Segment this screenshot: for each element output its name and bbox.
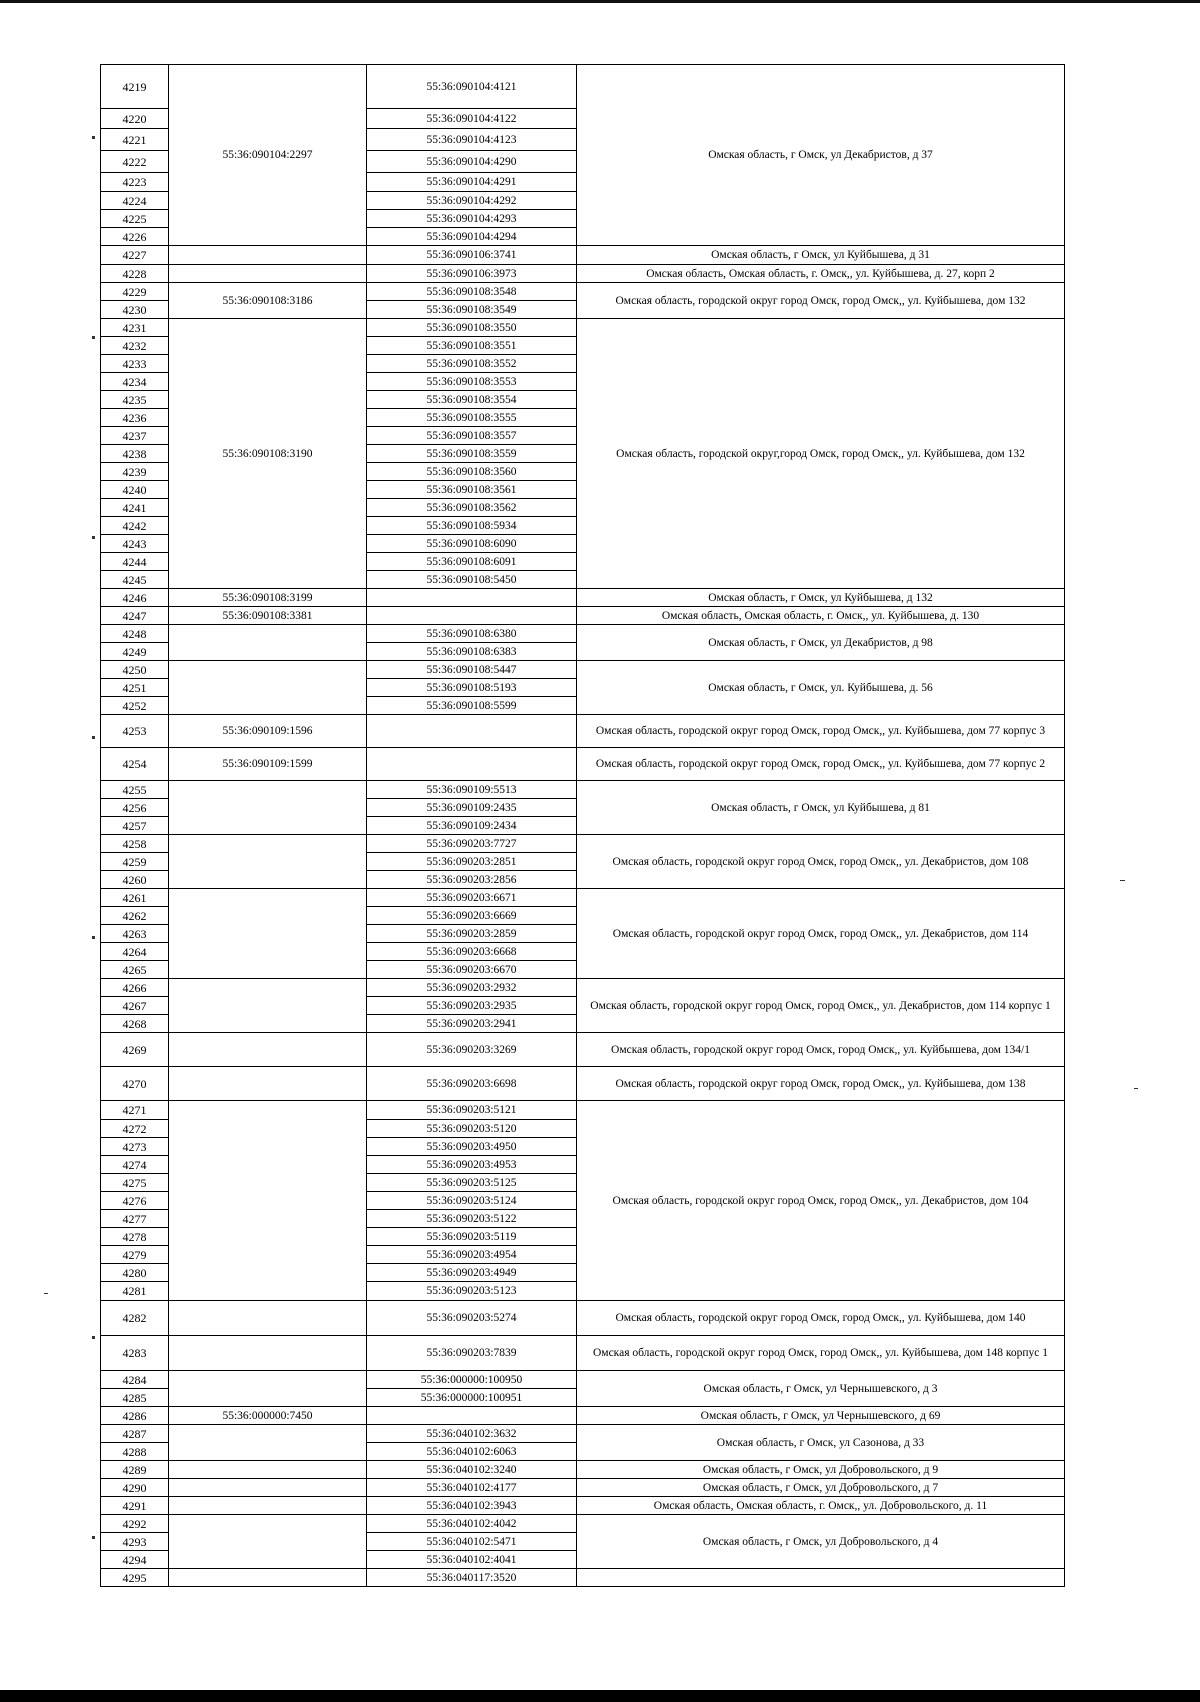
row-number-cell: 4257: [101, 817, 169, 835]
premises-cadastral-number-cell: 55:36:090203:4954: [367, 1246, 577, 1264]
table-row: [101, 1301, 1065, 1336]
address-cell: Омская область, г Омск, ул Чернышевского, д 3: [577, 1371, 1065, 1407]
premises-cadastral-number-cell: 55:36:090108:6383: [367, 643, 577, 661]
row-number-cell: 4256: [101, 799, 169, 817]
row-number-cell: 4230: [101, 301, 169, 319]
row-number-cell: 4220: [101, 109, 169, 129]
row-number-cell: 4249: [101, 643, 169, 661]
table-row: [101, 265, 1065, 283]
row-number-cell: 4274: [101, 1156, 169, 1174]
building-cadastral-number-cell: [169, 265, 367, 283]
row-number-cell: 4248: [101, 625, 169, 643]
building-cadastral-number-cell: 55:36:090108:3190: [169, 319, 367, 589]
table-row: [101, 1461, 1065, 1479]
premises-cadastral-number-cell: 55:36:090109:2434: [367, 817, 577, 835]
scan-mark: [92, 736, 95, 739]
scan-top-edge: [0, 0, 1200, 3]
address-cell: Омская область, г Омск, ул Декабристов, д 98: [577, 625, 1065, 661]
premises-cadastral-number-cell: 55:36:090203:4949: [367, 1264, 577, 1282]
scan-mark: [92, 1336, 95, 1339]
premises-cadastral-number-cell: 55:36:090108:3549: [367, 301, 577, 319]
address-cell: Омская область, г Омск, ул. Куйбышева, д. 56: [577, 661, 1065, 715]
row-number-cell: 4271: [101, 1101, 169, 1120]
row-number-cell: 4275: [101, 1174, 169, 1192]
row-number-cell: 4295: [101, 1569, 169, 1587]
address-cell: Омская область, городской округ,город Омск, город Омск,, ул. Куйбышева, дом 132: [577, 319, 1065, 589]
table-row: [101, 661, 1065, 679]
premises-cadastral-number-cell: 55:36:090104:4122: [367, 109, 577, 129]
row-number-cell: 4238: [101, 445, 169, 463]
row-number-cell: 4222: [101, 151, 169, 173]
address-cell: [577, 1569, 1065, 1587]
table-row: [101, 607, 1065, 625]
building-cadastral-number-cell: 55:36:000000:7450: [169, 1407, 367, 1425]
table-row: [101, 1479, 1065, 1497]
premises-cadastral-number-cell: 55:36:040102:3632: [367, 1425, 577, 1443]
row-number-cell: 4231: [101, 319, 169, 337]
row-number-cell: 4233: [101, 355, 169, 373]
row-number-cell: 4260: [101, 871, 169, 889]
scan-bottom-edge: [0, 1690, 1200, 1702]
address-cell: Омская область, г Омск, ул Добровольского, д 7: [577, 1479, 1065, 1497]
address-cell: Омская область, городской округ город Омск, город Омск,, ул. Куйбышева, дом 134/1: [577, 1033, 1065, 1067]
row-number-cell: 4228: [101, 265, 169, 283]
premises-cadastral-number-cell: 55:36:090108:6091: [367, 553, 577, 571]
premises-cadastral-number-cell: 55:36:090108:5450: [367, 571, 577, 589]
address-cell: Омская область, г Омск, ул Куйбышева, д 132: [577, 589, 1065, 607]
table-row: [101, 781, 1065, 799]
table-row: [101, 246, 1065, 265]
row-number-cell: 4286: [101, 1407, 169, 1425]
building-cadastral-number-cell: [169, 1033, 367, 1067]
row-number-cell: 4263: [101, 925, 169, 943]
address-cell: Омская область, городской округ город Омск, город Омск,, ул. Куйбышева, дом 132: [577, 283, 1065, 319]
table-row: [101, 715, 1065, 748]
row-number-cell: 4294: [101, 1551, 169, 1569]
address-cell: Омская область, городской округ город Омск, город Омск,, ул. Декабристов, дом 114 корпус 1: [577, 979, 1065, 1033]
row-number-cell: 4264: [101, 943, 169, 961]
premises-cadastral-number-cell: 55:36:000000:100950: [367, 1371, 577, 1389]
premises-cadastral-number-cell: 55:36:090108:3554: [367, 391, 577, 409]
row-number-cell: 4293: [101, 1533, 169, 1551]
address-cell: Омская область, Омская область, г. Омск,, ул. Куйбышева, д. 27, корп 2: [577, 265, 1065, 283]
building-cadastral-number-cell: 55:36:090104:2297: [169, 65, 367, 246]
premises-cadastral-number-cell: [367, 589, 577, 607]
row-number-cell: 4265: [101, 961, 169, 979]
row-number-cell: 4291: [101, 1497, 169, 1515]
row-number-cell: 4251: [101, 679, 169, 697]
building-cadastral-number-cell: [169, 781, 367, 835]
building-cadastral-number-cell: [169, 1425, 367, 1461]
premises-cadastral-number-cell: 55:36:090108:3559: [367, 445, 577, 463]
table-row: [101, 1336, 1065, 1371]
row-number-cell: 4289: [101, 1461, 169, 1479]
address-cell: Омская область, г Омск, ул Куйбышева, д 31: [577, 246, 1065, 265]
premises-cadastral-number-cell: 55:36:090108:3555: [367, 409, 577, 427]
building-cadastral-number-cell: [169, 661, 367, 715]
premises-cadastral-number-cell: 55:36:090106:3973: [367, 265, 577, 283]
premises-cadastral-number-cell: 55:36:090203:6668: [367, 943, 577, 961]
address-cell: Омская область, городской округ город Омск, город Омск,, ул. Куйбышева, дом 140: [577, 1301, 1065, 1336]
premises-cadastral-number-cell: 55:36:040102:5471: [367, 1533, 577, 1551]
premises-cadastral-number-cell: 55:36:040102:6063: [367, 1443, 577, 1461]
address-cell: Омская область, г Омск, ул Добровольского, д 4: [577, 1515, 1065, 1569]
premises-cadastral-number-cell: 55:36:090104:4292: [367, 192, 577, 210]
row-number-cell: 4292: [101, 1515, 169, 1533]
row-number-cell: 4244: [101, 553, 169, 571]
scan-mark: [92, 136, 95, 139]
row-number-cell: 4281: [101, 1282, 169, 1301]
premises-cadastral-number-cell: 55:36:090108:3548: [367, 283, 577, 301]
premises-cadastral-number-cell: 55:36:040102:4177: [367, 1479, 577, 1497]
table-row: [101, 1067, 1065, 1101]
premises-cadastral-number-cell: 55:36:090108:3561: [367, 481, 577, 499]
address-cell: Омская область, Омская область, г. Омск,, ул. Куйбышева, д. 130: [577, 607, 1065, 625]
row-number-cell: 4242: [101, 517, 169, 535]
building-cadastral-number-cell: [169, 1336, 367, 1371]
premises-cadastral-number-cell: 55:36:090108:5193: [367, 679, 577, 697]
premises-cadastral-number-cell: 55:36:090203:4950: [367, 1138, 577, 1156]
table-row: [101, 1033, 1065, 1067]
row-number-cell: 4262: [101, 907, 169, 925]
scan-mark: [92, 1536, 95, 1539]
row-number-cell: 4221: [101, 129, 169, 151]
table-row: [101, 1497, 1065, 1515]
building-cadastral-number-cell: [169, 1301, 367, 1336]
address-cell: Омская область, городской округ город Омск, город Омск,, ул. Декабристов, дом 104: [577, 1101, 1065, 1301]
building-cadastral-number-cell: [169, 979, 367, 1033]
address-cell: Омская область, городской округ город Омск, город Омск,, ул. Куйбышева, дом 138: [577, 1067, 1065, 1101]
table-row: [101, 979, 1065, 997]
row-number-cell: 4241: [101, 499, 169, 517]
premises-cadastral-number-cell: 55:36:090104:4294: [367, 228, 577, 246]
table-row: [101, 1515, 1065, 1533]
address-cell: Омская область, г Омск, ул Сазонова, д 33: [577, 1425, 1065, 1461]
scan-mark: [1134, 1088, 1138, 1089]
building-cadastral-number-cell: [169, 889, 367, 979]
premises-cadastral-number-cell: 55:36:090108:3557: [367, 427, 577, 445]
building-cadastral-number-cell: 55:36:090109:1596: [169, 715, 367, 748]
table-row: [101, 889, 1065, 907]
building-cadastral-number-cell: [169, 835, 367, 889]
row-number-cell: 4245: [101, 571, 169, 589]
row-number-cell: 4232: [101, 337, 169, 355]
building-cadastral-number-cell: 55:36:090108:3186: [169, 283, 367, 319]
row-number-cell: 4270: [101, 1067, 169, 1101]
premises-cadastral-number-cell: 55:36:090203:2859: [367, 925, 577, 943]
row-number-cell: 4276: [101, 1192, 169, 1210]
building-cadastral-number-cell: [169, 1371, 367, 1407]
address-cell: Омская область, Омская область, г. Омск,, ул. Добровольского, д. 11: [577, 1497, 1065, 1515]
premises-cadastral-number-cell: 55:36:090106:3741: [367, 246, 577, 265]
premises-cadastral-number-cell: 55:36:040117:3520: [367, 1569, 577, 1587]
row-number-cell: 4254: [101, 748, 169, 781]
premises-cadastral-number-cell: 55:36:090203:5122: [367, 1210, 577, 1228]
premises-cadastral-number-cell: 55:36:090203:6669: [367, 907, 577, 925]
premises-cadastral-number-cell: 55:36:090109:2435: [367, 799, 577, 817]
premises-cadastral-number-cell: 55:36:090108:5447: [367, 661, 577, 679]
row-number-cell: 4247: [101, 607, 169, 625]
row-number-cell: 4283: [101, 1336, 169, 1371]
row-number-cell: 4225: [101, 210, 169, 228]
row-number-cell: 4282: [101, 1301, 169, 1336]
premises-cadastral-number-cell: 55:36:090108:3550: [367, 319, 577, 337]
premises-cadastral-number-cell: 55:36:090203:2856: [367, 871, 577, 889]
premises-cadastral-number-cell: 55:36:090203:5121: [367, 1101, 577, 1120]
premises-cadastral-number-cell: 55:36:040102:4041: [367, 1551, 577, 1569]
address-cell: Омская область, городской округ город Омск, город Омск,, ул. Декабристов, дом 108: [577, 835, 1065, 889]
premises-cadastral-number-cell: 55:36:090108:6380: [367, 625, 577, 643]
premises-cadastral-number-cell: 55:36:090108:5934: [367, 517, 577, 535]
premises-cadastral-number-cell: 55:36:090203:5124: [367, 1192, 577, 1210]
building-cadastral-number-cell: 55:36:090108:3199: [169, 589, 367, 607]
premises-cadastral-number-cell: [367, 715, 577, 748]
building-cadastral-number-cell: 55:36:090108:3381: [169, 607, 367, 625]
table-row: [101, 1569, 1065, 1587]
address-cell: Омская область, г Омск, ул Куйбышева, д 81: [577, 781, 1065, 835]
premises-cadastral-number-cell: [367, 748, 577, 781]
premises-cadastral-number-cell: 55:36:090104:4293: [367, 210, 577, 228]
address-cell: Омская область, городской округ город Омск, город Омск,, ул. Куйбышева, дом 77 корпус 3: [577, 715, 1065, 748]
table-row: [101, 1371, 1065, 1389]
table-row: [101, 283, 1065, 301]
address-cell: Омская область, г Омск, ул Чернышевского, д 69: [577, 1407, 1065, 1425]
row-number-cell: 4285: [101, 1389, 169, 1407]
row-number-cell: 4258: [101, 835, 169, 853]
premises-cadastral-number-cell: 55:36:090203:2935: [367, 997, 577, 1015]
row-number-cell: 4259: [101, 853, 169, 871]
table-row: [101, 835, 1065, 853]
table-row: [101, 65, 1065, 109]
building-cadastral-number-cell: [169, 1479, 367, 1497]
scan-mark: [1120, 880, 1125, 881]
row-number-cell: 4273: [101, 1138, 169, 1156]
premises-cadastral-number-cell: 55:36:090203:2932: [367, 979, 577, 997]
row-number-cell: 4268: [101, 1015, 169, 1033]
building-cadastral-number-cell: 55:36:090109:1599: [169, 748, 367, 781]
row-number-cell: 4277: [101, 1210, 169, 1228]
register-body: [101, 65, 1065, 1587]
table-row: [101, 1425, 1065, 1443]
premises-cadastral-number-cell: 55:36:090108:3562: [367, 499, 577, 517]
premises-cadastral-number-cell: 55:36:090203:3269: [367, 1033, 577, 1067]
row-number-cell: 4237: [101, 427, 169, 445]
address-cell: Омская область, г Омск, ул Добровольского, д 9: [577, 1461, 1065, 1479]
building-cadastral-number-cell: [169, 625, 367, 661]
scan-mark: [44, 1293, 48, 1294]
premises-cadastral-number-cell: 55:36:090203:7727: [367, 835, 577, 853]
row-number-cell: 4234: [101, 373, 169, 391]
row-number-cell: 4288: [101, 1443, 169, 1461]
row-number-cell: 4269: [101, 1033, 169, 1067]
row-number-cell: 4240: [101, 481, 169, 499]
premises-cadastral-number-cell: 55:36:090203:5125: [367, 1174, 577, 1192]
row-number-cell: 4250: [101, 661, 169, 679]
premises-cadastral-number-cell: 55:36:090203:6698: [367, 1067, 577, 1101]
building-cadastral-number-cell: [169, 246, 367, 265]
row-number-cell: 4272: [101, 1120, 169, 1138]
row-number-cell: 4229: [101, 283, 169, 301]
premises-cadastral-number-cell: [367, 1407, 577, 1425]
cadastral-register-table: [100, 64, 1065, 1587]
row-number-cell: 4279: [101, 1246, 169, 1264]
premises-cadastral-number-cell: 55:36:090104:4290: [367, 151, 577, 173]
row-number-cell: 4224: [101, 192, 169, 210]
premises-cadastral-number-cell: 55:36:090203:5120: [367, 1120, 577, 1138]
premises-cadastral-number-cell: 55:36:090203:5119: [367, 1228, 577, 1246]
premises-cadastral-number-cell: 55:36:090203:7839: [367, 1336, 577, 1371]
premises-cadastral-number-cell: 55:36:090108:5599: [367, 697, 577, 715]
table-row: [101, 625, 1065, 643]
premises-cadastral-number-cell: 55:36:090203:2851: [367, 853, 577, 871]
building-cadastral-number-cell: [169, 1515, 367, 1569]
row-number-cell: 4255: [101, 781, 169, 799]
premises-cadastral-number-cell: 55:36:090108:3552: [367, 355, 577, 373]
premises-cadastral-number-cell: 55:36:040102:3240: [367, 1461, 577, 1479]
table-row: [101, 1101, 1065, 1120]
row-number-cell: 4227: [101, 246, 169, 265]
premises-cadastral-number-cell: 55:36:000000:100951: [367, 1389, 577, 1407]
premises-cadastral-number-cell: 55:36:090203:2941: [367, 1015, 577, 1033]
scan-mark: [92, 936, 95, 939]
scan-mark: [92, 336, 95, 339]
row-number-cell: 4243: [101, 535, 169, 553]
row-number-cell: 4278: [101, 1228, 169, 1246]
row-number-cell: 4267: [101, 997, 169, 1015]
premises-cadastral-number-cell: 55:36:040102:3943: [367, 1497, 577, 1515]
address-cell: Омская область, городской округ город Омск, город Омск,, ул. Куйбышева, дом 77 корпус 2: [577, 748, 1065, 781]
row-number-cell: 4246: [101, 589, 169, 607]
table-row: [101, 589, 1065, 607]
premises-cadastral-number-cell: 55:36:090203:4953: [367, 1156, 577, 1174]
premises-cadastral-number-cell: 55:36:090108:3560: [367, 463, 577, 481]
table-row: [101, 319, 1065, 337]
premises-cadastral-number-cell: 55:36:040102:4042: [367, 1515, 577, 1533]
row-number-cell: 4253: [101, 715, 169, 748]
premises-cadastral-number-cell: 55:36:090203:6670: [367, 961, 577, 979]
row-number-cell: 4219: [101, 65, 169, 109]
premises-cadastral-number-cell: 55:36:090203:5274: [367, 1301, 577, 1336]
building-cadastral-number-cell: [169, 1101, 367, 1301]
premises-cadastral-number-cell: 55:36:090104:4123: [367, 129, 577, 151]
table-row: [101, 1407, 1065, 1425]
premises-cadastral-number-cell: 55:36:090108:3551: [367, 337, 577, 355]
address-cell: Омская область, городской округ город Омск, город Омск,, ул. Декабристов, дом 114: [577, 889, 1065, 979]
address-cell: Омская область, городской округ город Омск, город Омск,, ул. Куйбышева, дом 148 корпус 1: [577, 1336, 1065, 1371]
row-number-cell: 4236: [101, 409, 169, 427]
row-number-cell: 4284: [101, 1371, 169, 1389]
row-number-cell: 4223: [101, 173, 169, 192]
premises-cadastral-number-cell: 55:36:090108:3553: [367, 373, 577, 391]
address-cell: Омская область, г Омск, ул Декабристов, д 37: [577, 65, 1065, 246]
building-cadastral-number-cell: [169, 1067, 367, 1101]
premises-cadastral-number-cell: 55:36:090108:6090: [367, 535, 577, 553]
building-cadastral-number-cell: [169, 1569, 367, 1587]
premises-cadastral-number-cell: 55:36:090104:4121: [367, 65, 577, 109]
row-number-cell: 4266: [101, 979, 169, 997]
row-number-cell: 4287: [101, 1425, 169, 1443]
premises-cadastral-number-cell: [367, 607, 577, 625]
row-number-cell: 4239: [101, 463, 169, 481]
table-row: [101, 748, 1065, 781]
row-number-cell: 4252: [101, 697, 169, 715]
premises-cadastral-number-cell: 55:36:090109:5513: [367, 781, 577, 799]
premises-cadastral-number-cell: 55:36:090104:4291: [367, 173, 577, 192]
scan-mark: [92, 536, 95, 539]
building-cadastral-number-cell: [169, 1461, 367, 1479]
row-number-cell: 4235: [101, 391, 169, 409]
premises-cadastral-number-cell: 55:36:090203:6671: [367, 889, 577, 907]
building-cadastral-number-cell: [169, 1497, 367, 1515]
row-number-cell: 4226: [101, 228, 169, 246]
row-number-cell: 4290: [101, 1479, 169, 1497]
row-number-cell: 4280: [101, 1264, 169, 1282]
premises-cadastral-number-cell: 55:36:090203:5123: [367, 1282, 577, 1301]
row-number-cell: 4261: [101, 889, 169, 907]
